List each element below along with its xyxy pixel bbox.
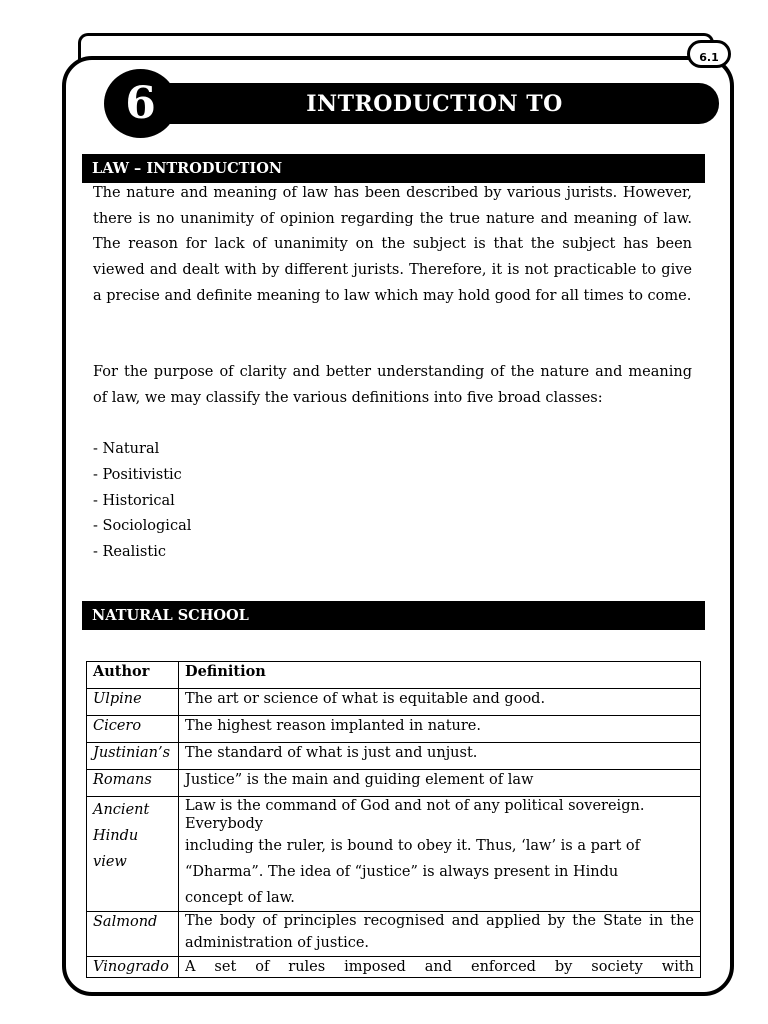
table-row <box>87 770 701 797</box>
definition-line: including the ruler, is bound to obey it. Thus, ‘law’ is a part of <box>185 838 640 854</box>
definition-cell <box>179 797 701 912</box>
author-line: Ancient <box>93 802 150 818</box>
section-heading-law-introduction: LAW – INTRODUCTION <box>82 154 705 183</box>
table-header-row <box>87 662 701 689</box>
table-row <box>87 797 701 912</box>
column-header-definition: Definition <box>179 662 701 689</box>
definition-cell <box>179 912 701 957</box>
table-row <box>87 912 701 957</box>
list-item: - Positivistic <box>93 466 182 483</box>
author-line: Hindu <box>93 828 139 844</box>
definition-line: concept of law. <box>185 890 295 906</box>
definition-cell: Justice” is the main and guiding element of law <box>179 770 701 797</box>
author-line: view <box>93 854 127 870</box>
definition-cell: The highest reason implanted in nature. <box>179 716 701 743</box>
author-cell: Vinogrado <box>87 957 179 978</box>
author-cell: Romans <box>87 770 179 797</box>
author-cell <box>87 797 179 912</box>
section-heading-natural-school: NATURAL SCHOOL <box>82 601 705 630</box>
paragraph-intro: The nature and meaning of law has been described by various jurists. However, there is no unanimity of opinion regarding the true nature and meaning of law. The reason for lack of unanimity on the subject is that the subject has been viewed and dealt with by different jurists. Therefore, it is not practicable to give a precise and definite meaning to law which may hold good for all times to come. <box>93 185 692 304</box>
table-row <box>87 743 701 770</box>
definition-line: “Dharma”. The idea of “justice” is always present in Hindu <box>185 864 619 880</box>
column-header-author: Author <box>87 662 179 689</box>
author-cell: Ulpine <box>87 689 179 716</box>
definition-line: Law is the command of God and not of any political sovereign. Everybody <box>185 798 645 832</box>
definition-cell: The standard of what is just and unjust. <box>179 743 701 770</box>
author-cell: Cicero <box>87 716 179 743</box>
table-row <box>87 716 701 743</box>
paragraph-classification: For the purpose of clarity and better understanding of the nature and meaning of law, we may classify the various definitions into five broad classes: <box>93 364 692 406</box>
list-item: - Realistic <box>93 544 166 561</box>
table-row <box>87 957 701 978</box>
list-item: - Historical <box>93 492 175 509</box>
definitions-table <box>86 661 701 978</box>
table-row <box>87 689 701 716</box>
definition-cell: The art or science of what is equitable and good. <box>179 689 701 716</box>
author-cell: Justinian’s <box>87 743 179 770</box>
definition-line: The body of principles recognised and applied by the State in the <box>185 913 694 929</box>
list-item: - Sociological <box>93 518 192 535</box>
definition-line: administration of justice. <box>185 935 370 951</box>
chapter-number: 6 <box>104 69 177 138</box>
page-number: 6.1 <box>687 40 731 68</box>
list-item: - Natural <box>93 441 160 457</box>
author-cell: Salmond <box>87 912 179 957</box>
chapter-title: INTRODUCTION TO <box>150 83 719 124</box>
definition-cell: A set of rules imposed and enforced by society with <box>179 957 701 978</box>
